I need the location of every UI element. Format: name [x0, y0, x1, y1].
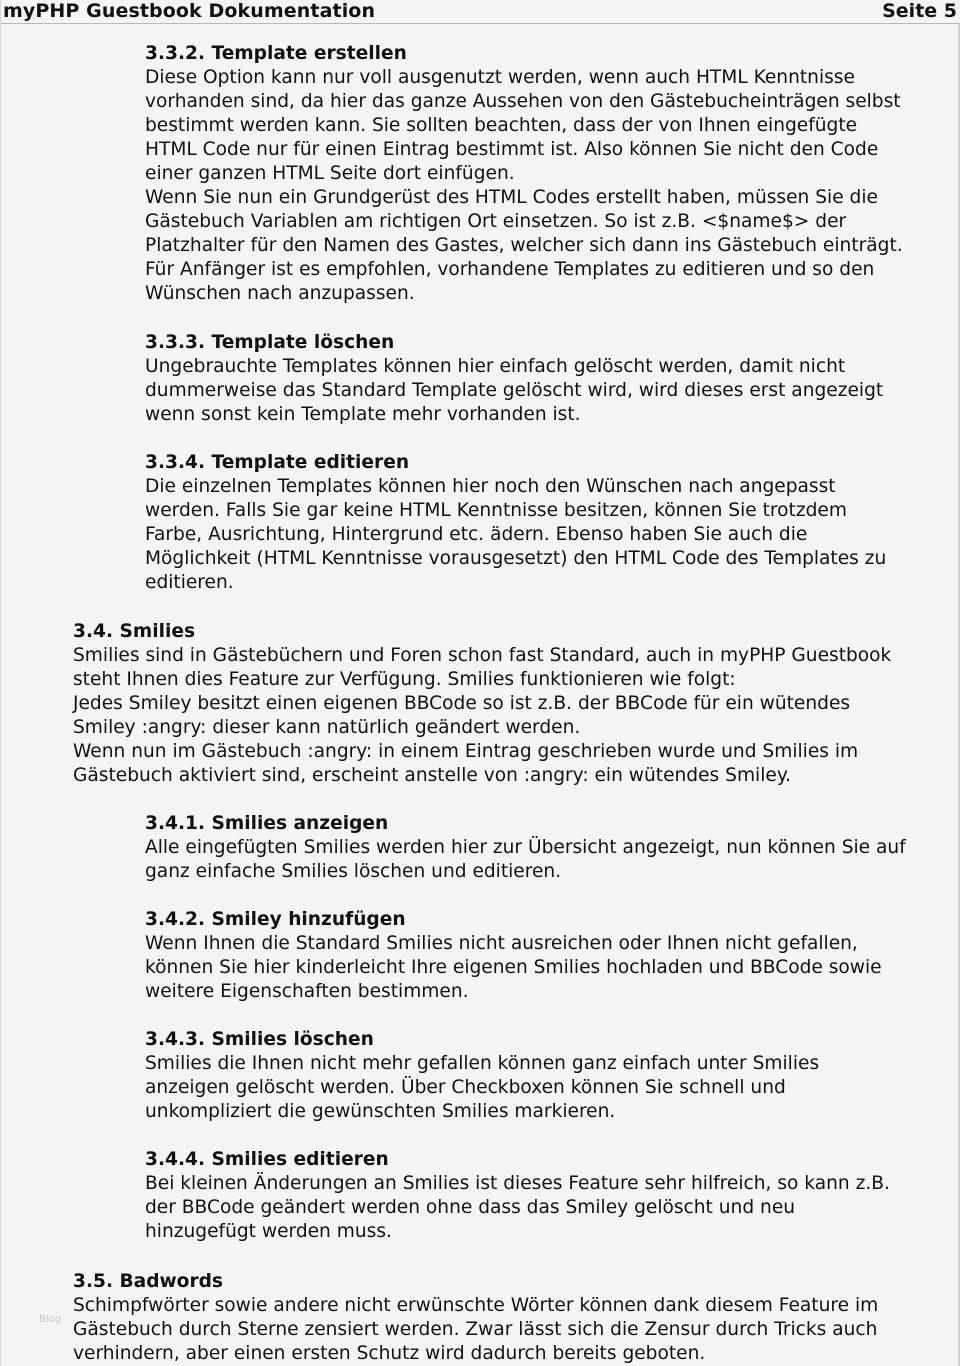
- paragraph-line: HTML Code nur für einen Eintrag bestimmt ist. Also können Sie nicht den Code: [145, 139, 879, 160]
- paragraph-line: Jedes Smiley besitzt einen eigenen BBCode so ist z.B. der BBCode für ein wütendes: [73, 693, 851, 714]
- paragraph-line: anzeigen gelöscht werden. Über Checkboxen können Sie schnell und: [145, 1077, 786, 1098]
- section-template-erstellen: [145, 42, 903, 306]
- section-smilies: [73, 620, 891, 788]
- paragraph-line: Alle eingefügten Smilies werden hier zur Übersicht angezeigt, nun können Sie auf: [145, 837, 906, 858]
- paragraph-line: weitere Eigenschaften bestimmen.: [145, 981, 469, 1002]
- section-heading: 3.4.4. Smilies editieren: [145, 1149, 389, 1170]
- paragraph-line: Wenn Ihnen die Standard Smilies nicht ausreichen oder Ihnen nicht gefallen,: [145, 933, 858, 954]
- paragraph-line: editieren.: [145, 572, 234, 593]
- paragraph-line: Bei kleinen Änderungen an Smilies ist dieses Feature sehr hilfreich, so kann z.B.: [145, 1173, 890, 1194]
- paragraph-line: können Sie hier kinderleicht Ihre eigenen Smilies hochladen und BBCode sowie: [145, 957, 882, 978]
- paragraph-line: Smiley :angry: dieser kann natürlich geändert werden.: [73, 717, 581, 738]
- paragraph-line: Smilies die Ihnen nicht mehr gefallen können ganz einfach unter Smilies: [145, 1053, 820, 1074]
- paragraph-line: Gästebuch Variablen am richtigen Ort einsetzen. So ist z.B. <$name$> der: [145, 211, 847, 232]
- paragraph-line: Farbe, Ausrichtung, Hintergrund etc. ädern. Ebenso haben Sie auch die: [145, 524, 808, 545]
- section-heading: 3.3.2. Template erstellen: [145, 43, 407, 64]
- paragraph-line: steht Ihnen dies Feature zur Verfügung. Smilies funktionieren wie folgt:: [73, 669, 736, 690]
- section-template-loeschen: [145, 331, 883, 427]
- paragraph-line: Gästebuch durch Sterne zensiert werden. Zwar lässt sich die Zensur durch Tricks auch: [73, 1319, 878, 1340]
- paragraph-line: Wenn Sie nun ein Grundgerüst des HTML Codes erstellt haben, müssen Sie die: [145, 187, 878, 208]
- section-smiley-hinzufuegen: [145, 908, 882, 1004]
- page-header: [1, 0, 960, 24]
- paragraph-line: unkompliziert die gewünschten Smilies markieren.: [145, 1101, 616, 1122]
- paragraph-line: Wenn nun im Gästebuch :angry: in einem Eintrag geschrieben wurde und Smilies im: [73, 741, 859, 762]
- paragraph-line: Wünschen nach anzupassen.: [145, 283, 415, 304]
- section-heading: 3.4.3. Smilies löschen: [145, 1029, 374, 1050]
- section-heading: 3.5. Badwords: [73, 1271, 224, 1292]
- paragraph-line: einer ganzen HTML Seite dort einfügen.: [145, 163, 515, 184]
- document-title: myPHP Guestbook Dokumentation: [3, 0, 376, 22]
- watermark: Blog: [39, 1314, 62, 1325]
- paragraph-line: Möglichkeit (HTML Kenntnisse vorausgesetzt) den HTML Code des Templates zu: [145, 548, 887, 569]
- paragraph-line: bestimmt werden kann. Sie sollten beachten, dass der von Ihnen eingefügte: [145, 115, 858, 136]
- paragraph-line: dummerweise das Standard Template gelöscht wird, wird dieses erst angezeigt: [145, 380, 884, 401]
- section-smilies-loeschen: [145, 1028, 819, 1124]
- paragraph-line: hinzugefügt werden muss.: [145, 1221, 392, 1242]
- section-badwords: [73, 1270, 878, 1366]
- section-heading: 3.3.3. Template löschen: [145, 332, 395, 353]
- paragraph-line: Ungebrauchte Templates können hier einfach gelöscht werden, damit nicht: [145, 356, 846, 377]
- section-heading: 3.4.2. Smiley hinzufügen: [145, 909, 406, 930]
- paragraph-line: werden. Falls Sie gar keine HTML Kenntnisse besitzen, können Sie trotzdem: [145, 500, 847, 521]
- paragraph-line: verhindern, aber einen ersten Schutz wird dadurch bereits geboten.: [73, 1343, 706, 1364]
- paragraph-line: Gästebuch aktiviert sind, erscheint anstelle von :angry: ein wütendes Smiley.: [73, 765, 792, 786]
- paragraph-line: wenn sonst kein Template mehr vorhanden ist.: [145, 404, 581, 425]
- section-smilies-editieren: [145, 1148, 890, 1244]
- page-number: Seite 5: [882, 0, 957, 22]
- paragraph-line: vorhanden sind, da hier das ganze Aussehen von den Gästebucheinträgen selbst: [145, 91, 901, 112]
- paragraph-line: der BBCode geändert werden ohne dass das Smiley gelöscht und neu: [145, 1197, 796, 1218]
- paragraph-line: Für Anfänger ist es empfohlen, vorhandene Templates zu editieren und so den: [145, 259, 875, 280]
- section-heading: 3.4. Smilies: [73, 621, 196, 642]
- section-heading: 3.4.1. Smilies anzeigen: [145, 813, 389, 834]
- section-heading: 3.3.4. Template editieren: [145, 452, 410, 473]
- section-smilies-anzeigen: [145, 812, 906, 884]
- paragraph-line: ganz einfache Smilies löschen und editieren.: [145, 861, 562, 882]
- paragraph-line: Smilies sind in Gästebüchern und Foren schon fast Standard, auch in myPHP Guestbook: [73, 645, 892, 666]
- paragraph-line: Schimpfwörter sowie andere nicht erwünschte Wörter können dank diesem Feature im: [73, 1295, 879, 1316]
- paragraph-line: Platzhalter für den Namen des Gastes, welcher sich dann ins Gästebuch einträgt.: [145, 235, 903, 256]
- section-template-editieren: [145, 451, 886, 595]
- paragraph-line: Die einzelnen Templates können hier noch den Wünschen nach angepasst: [145, 476, 836, 497]
- paragraph-line: Diese Option kann nur voll ausgenutzt werden, wenn auch HTML Kenntnisse: [145, 67, 855, 88]
